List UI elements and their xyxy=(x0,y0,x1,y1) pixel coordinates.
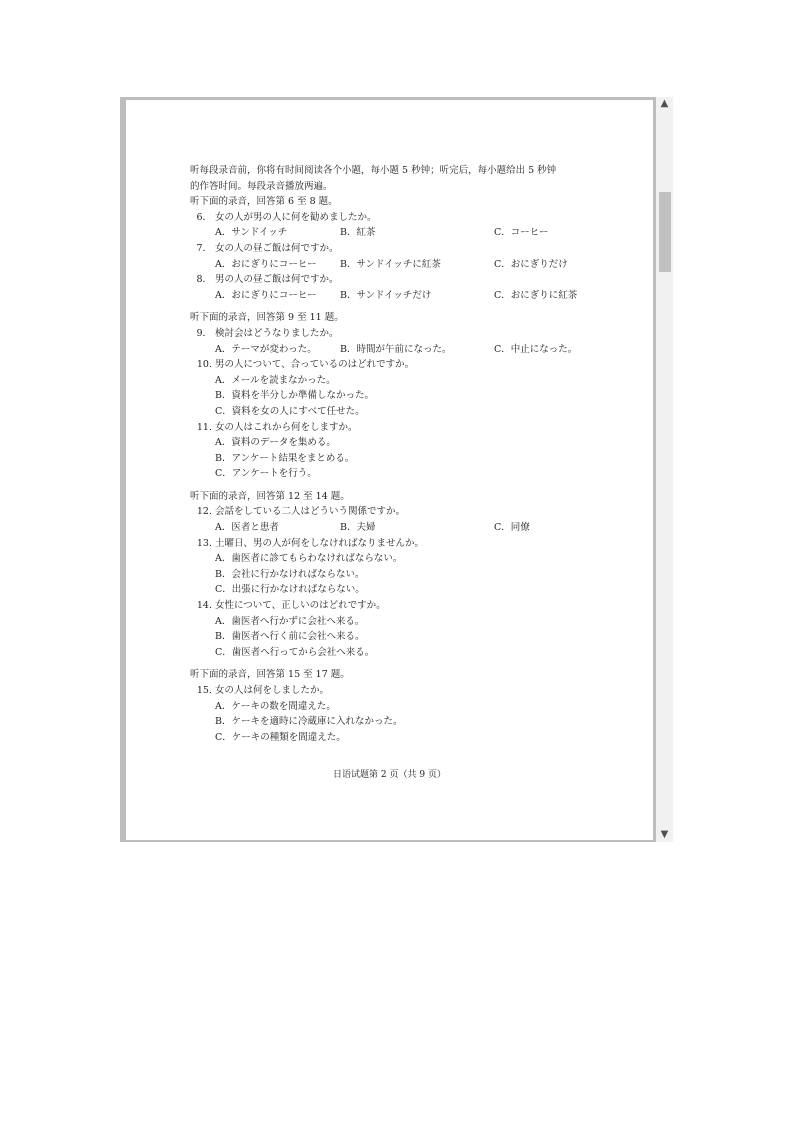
question-number: 15. xyxy=(196,685,212,696)
question-sections xyxy=(190,194,620,745)
document-viewer xyxy=(120,97,673,842)
answer-option: A．メールを読まなかった。 xyxy=(215,374,336,386)
question-text: 女の人が男の人に何を勧めましたか。 xyxy=(215,211,377,223)
question-stem xyxy=(190,272,620,288)
answer-option: C．同僚 xyxy=(494,522,530,534)
question-number: 11. xyxy=(196,421,212,433)
question-text: 検討会はどうなりましたか。 xyxy=(215,327,339,339)
question-text: 女の人は何をしましたか。 xyxy=(215,685,330,696)
intro-line-2: 的作答时间。每段录音播放两遍。 xyxy=(190,180,333,192)
answer-option: B．サンドイッチに紅茶 xyxy=(340,258,441,270)
question-text: 女性について、正しいのはどれですか。 xyxy=(215,600,386,612)
answer-option: A．歯医者に診てもらわなければならない。 xyxy=(215,553,403,565)
section-gap xyxy=(190,660,620,667)
option-row xyxy=(190,288,620,304)
scrollbar-thumb[interactable] xyxy=(659,192,671,272)
answer-option: B．時間が午前になった。 xyxy=(340,343,452,355)
question-stem xyxy=(190,683,620,699)
answer-option: C．コーヒー xyxy=(494,227,549,239)
question-stem xyxy=(190,210,620,226)
question-stem xyxy=(190,357,620,373)
question-stem xyxy=(190,241,620,257)
section-heading: 听下面的录音，回答第 6 至 8 题。 xyxy=(190,196,338,208)
chevron-down-icon[interactable]: ▼ xyxy=(660,829,669,840)
answer-option: C．資料を女の人にすべて任せた。 xyxy=(215,405,365,417)
question-text: 女の人の昼ご飯は何ですか。 xyxy=(215,242,339,254)
answer-option: C．歯医者へ行ってから会社へ来る。 xyxy=(215,646,375,658)
answer-option: B．アンケート結果をまとめる。 xyxy=(215,452,355,464)
question-text: 男の人について、合っているのはどれですか。 xyxy=(215,359,415,371)
answer-option: A．資料のデータを集める。 xyxy=(215,437,336,449)
answer-option: C．おにぎりだけ xyxy=(494,258,568,270)
answer-option: A．サンドイッチ xyxy=(215,227,288,239)
answer-option: C．中止になった。 xyxy=(494,343,578,355)
question-text: 男の人の昼ご飯は何ですか。 xyxy=(215,274,339,286)
question-stem xyxy=(190,420,620,436)
question-stem xyxy=(190,598,620,614)
question-text: 会話をしている二人はどういう関係ですか。 xyxy=(215,506,406,518)
answer-option: B．夫婦 xyxy=(340,522,376,534)
answer-option: A．テーマが変わった。 xyxy=(215,343,317,355)
answer-option: B．歯医者へ行く前に会社へ来る。 xyxy=(215,631,365,643)
page-footer: 日语试题第 2 页（共 9 页） xyxy=(333,770,446,780)
question-stem xyxy=(190,536,620,552)
answer-option: B．資料を半分しか準備しなかった。 xyxy=(215,390,374,402)
answer-option: A．ケーキの数を間違えた。 xyxy=(215,700,336,712)
option-row xyxy=(190,520,620,536)
question-number: 8． xyxy=(196,274,212,286)
document-page xyxy=(126,100,653,840)
answer-option: C．おにぎりに紅茶 xyxy=(494,289,578,301)
question-number: 6． xyxy=(196,211,212,223)
answer-option: C．アンケートを行う。 xyxy=(215,468,317,480)
chevron-up-icon[interactable]: ▲ xyxy=(660,98,669,109)
section-heading: 听下面的录音，回答第 15 至 17 题。 xyxy=(190,669,350,681)
option-row xyxy=(190,225,620,241)
answer-option: C．ケーキの種類を間違えた。 xyxy=(215,731,346,743)
answer-option: B．会社に行かなければならない。 xyxy=(215,568,365,580)
answer-option: A．おにぎりにコーヒー xyxy=(215,289,317,301)
question-number: 14. xyxy=(196,600,212,612)
question-number: 7． xyxy=(196,242,212,254)
option-row xyxy=(190,257,620,273)
question-number: 12. xyxy=(196,506,212,518)
answer-option: A．医者と患者 xyxy=(215,522,279,534)
answer-option: B．ケーキを適時に冷蔵庫に入れなかった。 xyxy=(215,716,403,728)
question-number: 13. xyxy=(196,537,212,549)
page-content xyxy=(190,163,620,745)
answer-option: C．出張に行かなければならない。 xyxy=(215,584,365,596)
section-gap xyxy=(190,303,620,310)
answer-option: A．歯医者へ行かずに会社へ来る。 xyxy=(215,615,365,627)
question-number: 9． xyxy=(196,327,212,339)
section-gap xyxy=(190,482,620,489)
question-text: 女の人はこれから何をしますか。 xyxy=(215,421,358,433)
option-row xyxy=(190,342,620,358)
section-heading: 听下面的录音，回答第 9 至 11 题。 xyxy=(190,312,344,324)
vertical-scrollbar[interactable] xyxy=(656,97,673,842)
question-stem xyxy=(190,326,620,342)
answer-option: B．紅茶 xyxy=(340,227,376,239)
answer-option: B．サンドイッチだけ xyxy=(340,289,432,301)
question-text: 土曜日、男の人が何をしなければなりませんか。 xyxy=(215,537,425,549)
intro-line-1: 听每段录音前，你将有时间阅读各个小题，每小题 5 秒钟；听完后，每小题给出 5 秒钟 xyxy=(190,165,557,176)
question-stem xyxy=(190,504,620,520)
answer-option: A．おにぎりにコーヒー xyxy=(215,258,317,270)
question-number: 10. xyxy=(196,359,212,371)
section-heading: 听下面的录音，回答第 12 至 14 题。 xyxy=(190,490,350,502)
